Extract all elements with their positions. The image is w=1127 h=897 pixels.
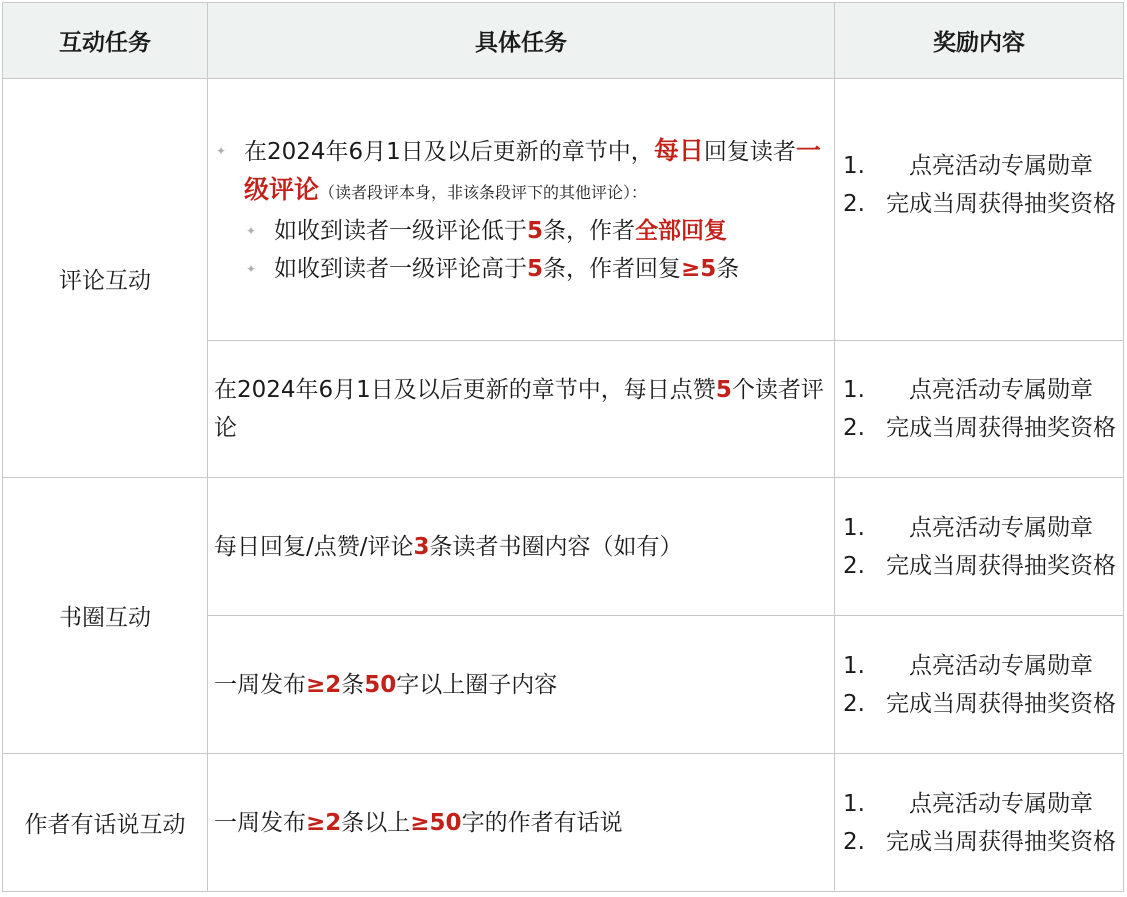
reward-number: 1. (843, 152, 865, 179)
reward-number: 2. (843, 690, 865, 717)
task-sub-list (244, 212, 830, 288)
reward-number: 2. (843, 190, 865, 217)
reward-text: 点亮活动专属勋章 (909, 790, 1093, 817)
reward-item (835, 509, 1117, 547)
header-interaction: 互动任务 (3, 3, 208, 79)
highlight-text: 3 (413, 533, 430, 560)
reward-cell (835, 754, 1124, 892)
task-text: 条以上 (341, 809, 411, 836)
reward-text: 点亮活动专属勋章 (909, 152, 1093, 179)
highlight-text: 5 (715, 377, 732, 403)
task-text: 如收到读者一级评论低于 (274, 217, 527, 244)
reward-number: 2. (843, 415, 865, 441)
highlight-text: 每日 (653, 135, 704, 165)
task-cell (208, 754, 835, 892)
reward-number: 2. (843, 828, 865, 855)
list-item (214, 132, 830, 288)
highlight-text: ≥2 (306, 671, 342, 698)
reward-number: 1. (843, 514, 865, 541)
reward-number: 1. (843, 652, 865, 679)
task-cell (208, 616, 835, 754)
group-label-comment: 评论互动 (3, 79, 208, 478)
bullet-icon: ✦ (246, 223, 257, 238)
task-text: 回复读者 (703, 138, 796, 165)
task-text: 条 (716, 255, 740, 282)
highlight-text: 5 (527, 255, 544, 282)
reward-item (835, 547, 1117, 585)
task-text: 条读者书圈内容（如有） (429, 533, 683, 560)
reward-text: 点亮活动专属勋章 (909, 652, 1093, 679)
task-text: 条 (341, 671, 365, 698)
reward-cell (835, 478, 1124, 616)
highlight-text: 一级评论 (244, 135, 821, 204)
list-item (244, 250, 830, 288)
highlight-text: ≥5 (681, 255, 717, 282)
highlight-text: ≥50 (410, 809, 462, 836)
task-text: 一周发布 (214, 671, 306, 698)
task-cell (208, 341, 835, 478)
task-text: 条，作者回复 (543, 255, 682, 282)
highlight-text: 全部回复 (635, 217, 728, 244)
task-note: （读者段评本身，非该条段评下的其他评论）： (319, 182, 648, 202)
reward-cell (835, 616, 1124, 754)
task-text: 字以上圈子内容 (396, 671, 558, 698)
reward-item (835, 409, 1117, 447)
task-text: 在2024年6月1日及以后更新的章节中，每日点赞 (214, 377, 716, 403)
highlight-text: ≥2 (306, 809, 342, 836)
reward-text: 点亮活动专属勋章 (909, 377, 1093, 403)
reward-text: 完成当周获得抽奖资格 (886, 828, 1116, 855)
task-text: 如收到读者一级评论高于 (274, 255, 527, 282)
reward-cell (835, 79, 1124, 341)
reward-item (835, 647, 1117, 685)
task-cell (208, 478, 835, 616)
task-table (2, 2, 1124, 892)
reward-number: 1. (843, 377, 865, 403)
reward-text: 完成当周获得抽奖资格 (886, 552, 1116, 579)
reward-item (835, 785, 1117, 823)
list-item (244, 212, 830, 250)
reward-text: 点亮活动专属勋章 (909, 514, 1093, 541)
group-label-circle: 书圈互动 (3, 478, 208, 754)
reward-item (835, 685, 1117, 723)
task-text: 一周发布 (214, 809, 306, 836)
reward-text: 完成当周获得抽奖资格 (886, 690, 1116, 717)
header-reward: 奖励内容 (835, 3, 1124, 79)
reward-number: 2. (843, 552, 865, 579)
reward-item (835, 371, 1117, 409)
highlight-text: 50 (364, 671, 397, 698)
reward-text: 完成当周获得抽奖资格 (886, 190, 1116, 217)
header-row (3, 3, 1124, 79)
task-bullet-list (214, 132, 830, 288)
task-text: 在2024年6月1日及以后更新的章节中， (244, 138, 654, 165)
task-text: 个读者评论 (214, 377, 824, 441)
table-row (3, 79, 1124, 341)
reward-number: 1. (843, 790, 865, 817)
reward-cell (835, 341, 1124, 478)
task-text: 每日回复/点赞/评论 (214, 533, 414, 560)
bullet-icon: ✦ (216, 143, 227, 158)
highlight-text: 5 (527, 217, 544, 244)
reward-text: 完成当周获得抽奖资格 (886, 415, 1116, 441)
task-text: 字的作者有话说 (461, 809, 623, 836)
task-cell (208, 79, 835, 341)
reward-item (835, 823, 1117, 861)
reward-item (835, 147, 1117, 185)
task-text: 条，作者 (543, 217, 636, 244)
table-row (3, 754, 1124, 892)
header-task: 具体任务 (208, 3, 835, 79)
bullet-icon: ✦ (246, 261, 257, 276)
group-label-author: 作者有话说互动 (3, 754, 208, 892)
table-row (3, 478, 1124, 616)
reward-item (835, 185, 1117, 223)
